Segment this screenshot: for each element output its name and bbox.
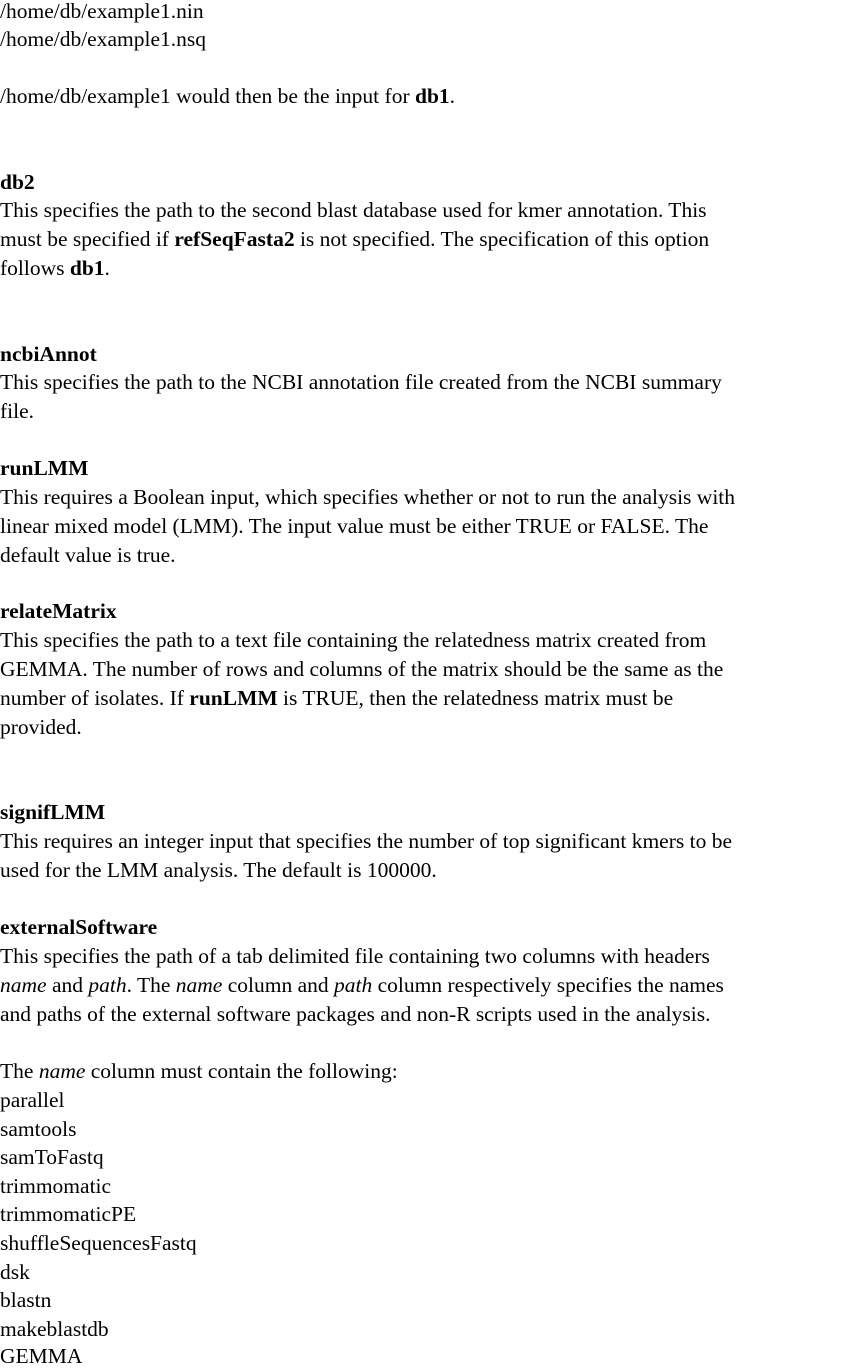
software-list-item: samtools [0,1117,77,1141]
param-heading-externalSoftware: externalSoftware [0,915,158,939]
param-description: This specifies the path to the second blast database used for kmer annotation. This [0,198,707,222]
param-description: must be specified if refSeqFasta2 is not specified. The specification of this option [0,227,710,251]
software-list-item: trimmomaticPE [0,1202,137,1226]
param-heading-ncbiAnnot: ncbiAnnot [0,342,97,366]
param-description: GEMMA. The number of rows and columns of the matrix should be the same as the [0,657,724,681]
db1-note: /home/db/example1 would then be the input for db1. [0,84,456,108]
param-description: This requires a Boolean input, which specifies whether or not to run the analysis with [0,485,736,509]
software-list-item: shuffleSequencesFastq [0,1231,197,1255]
param-description: This specifies the path to the NCBI annotation file created from the NCBI summary [0,370,722,394]
path-line: /home/db/example1.nin [0,0,204,23]
param-description: This specifies the path to a text file containing the relatedness matrix created from [0,628,707,652]
param-heading-runLMM: runLMM [0,456,89,480]
param-description: provided. [0,715,82,739]
software-list-item: parallel [0,1088,65,1112]
param-description: number of isolates. If runLMM is TRUE, then the relatedness matrix must be [0,686,674,710]
param-heading-db2: db2 [0,170,35,194]
param-description: linear mixed model (LMM). The input value must be either TRUE or FALSE. The [0,514,709,538]
param-description: This specifies the path of a tab delimited file containing two columns with headers [0,944,710,968]
param-heading-relateMatrix: relateMatrix [0,599,117,623]
param-description: file. [0,399,35,423]
software-list-item: dsk [0,1260,30,1284]
param-description: name and path. The name column and path column respectively specifies the names [0,973,724,997]
param-heading-signifLMM: signifLMM [0,800,106,824]
software-list-item: trimmomatic [0,1174,112,1198]
software-list-item: makeblastdb [0,1317,109,1341]
param-description: and paths of the external software packages and non-R scripts used in the analysis. [0,1002,711,1026]
software-list-item: blastn [0,1288,52,1312]
name-column-intro: The name column must contain the following: [0,1059,398,1083]
param-description: used for the LMM analysis. The default is 100000. [0,858,437,882]
software-list-item: samToFastq [0,1145,104,1169]
param-description: default value is true. [0,543,176,567]
path-line: /home/db/example1.nsq [0,27,207,51]
param-description: follows db1. [0,256,110,280]
param-description: This requires an integer input that specifies the number of top significant kmers to be [0,829,732,853]
software-list-item: GEMMA [0,1344,83,1368]
